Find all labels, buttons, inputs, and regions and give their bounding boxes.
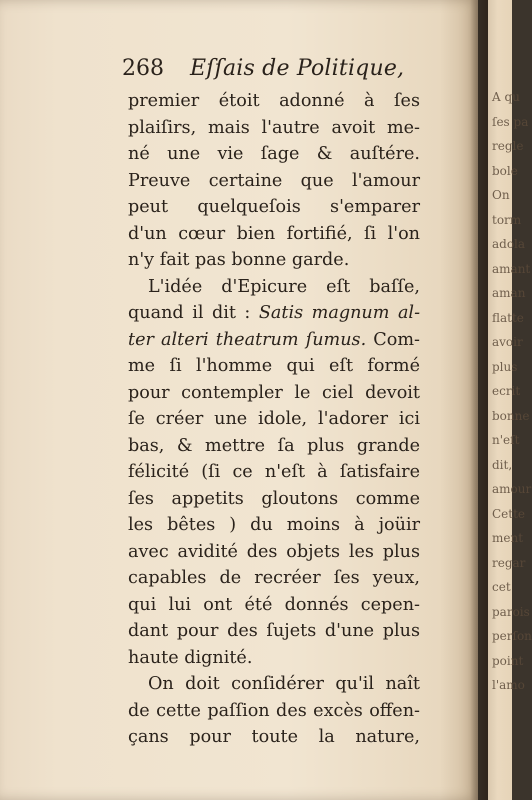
facing-page-fragment: dit, [492, 457, 513, 472]
facing-page-fragment: regar [492, 555, 526, 570]
text-line [128, 724, 420, 751]
text-line [128, 247, 420, 274]
text-run: plaiſirs, mais l'autre avoit me- [128, 117, 420, 138]
text-run: Preuve certaine que l'amour [128, 170, 420, 191]
text-line [128, 115, 420, 142]
text-run: les bêtes ) du moins à joüir [128, 515, 420, 535]
running-title: Eſſais de Politique, [190, 56, 405, 81]
text-run: me ſi l'homme qui eſt formé [128, 356, 420, 376]
facing-page-fragment: amour [492, 482, 532, 496]
text-run: On doit conſidérer qu'il naît [148, 674, 420, 694]
text-line [128, 459, 420, 486]
text-line [128, 618, 420, 645]
body-text [128, 88, 420, 751]
text-run: haute dignité. [128, 647, 253, 668]
text-line [128, 486, 420, 513]
text-run: çans pour toute la nature, [128, 727, 420, 747]
text-run: de cette paſſion des excès offen- [128, 700, 420, 721]
text-run: ſe créer une idole, l'adorer ici [128, 409, 420, 429]
text-run: d'un cœur bien fortifié, ſi l'on [128, 223, 420, 244]
facing-page-fragment: adola [492, 237, 526, 251]
facing-page-fragment: ment [492, 531, 524, 545]
latin-quotation: Satis magnum al- [258, 303, 421, 323]
text-line [128, 406, 420, 433]
facing-page-fragment: l'amo [492, 678, 525, 692]
text-line [128, 698, 420, 725]
text-run: dant pour des ſujets d'une plus [128, 621, 420, 641]
text-line [128, 88, 420, 115]
text-line [128, 141, 420, 168]
text-run: quand il dit : [128, 303, 259, 323]
text-line [128, 194, 420, 221]
text-run: ſes appetits gloutons comme [128, 488, 420, 509]
facing-page-edge [488, 0, 532, 800]
text-line [128, 221, 420, 248]
text-run: pour contempler le ciel devoit [128, 382, 420, 403]
facing-page-fragment: torm [492, 212, 522, 227]
text-line [128, 645, 420, 672]
text-line [128, 274, 420, 301]
text-line [128, 300, 420, 327]
text-line [128, 433, 420, 460]
facing-page-fragment: flatte [492, 310, 524, 325]
facing-page-fragment: amant [492, 261, 531, 276]
text-run: né une vie ſage & auſtére. [128, 144, 420, 164]
page-number: 268 [122, 56, 164, 81]
text-run: qui lui ont été donnés cepen- [128, 594, 420, 615]
text-run: félicité (ſi ce n'eſt à ſatisfaire [128, 462, 420, 482]
facing-page-fragment: ecrit [492, 384, 521, 398]
facing-page-fragment: Cette [492, 506, 526, 521]
text-run: capables de recréer ſes yeux, [128, 568, 420, 588]
facing-page-fragment: parois [492, 604, 530, 619]
latin-quotation: ter alteri theatrum ſumus. [128, 329, 367, 350]
facing-page-fragment: A qu [492, 90, 520, 104]
text-run: avec avidité des objets les plus [128, 541, 420, 562]
facing-page-fragment: cet [492, 580, 511, 594]
facing-page-fragment: n'eſt [492, 433, 520, 447]
facing-page-fragment: point [492, 653, 524, 668]
text-line [128, 565, 420, 592]
gutter-shadow [470, 0, 488, 800]
text-line [128, 353, 420, 380]
text-run: premier étoit adonné à ſes [128, 91, 420, 111]
text-line [128, 671, 420, 698]
facing-page-fragment: On [492, 188, 510, 202]
facing-page-fragment: perſon [492, 629, 532, 643]
text-line [128, 327, 420, 354]
text-run: L'idée d'Epicure eſt baſſe, [148, 276, 420, 297]
text-run: peut quelqueſois s'emparer [128, 197, 420, 217]
text-run: bas, & mettre ſa plus grande [128, 435, 420, 456]
text-line [128, 380, 420, 407]
facing-page-fragment: ſes pa [492, 114, 529, 129]
text-run: n'y fait pas bonne garde. [128, 250, 350, 270]
text-line [128, 168, 420, 195]
facing-page-fragment: aman [492, 286, 526, 300]
facing-page-fragment: avoir [492, 335, 523, 349]
facing-page-fragment: regle [492, 139, 524, 153]
facing-page-fragment: plus [492, 359, 518, 374]
text-line [128, 539, 420, 566]
text-run: Com- [366, 329, 420, 350]
facing-page-fragment: bonne [492, 408, 530, 423]
text-line [128, 592, 420, 619]
text-line [128, 512, 420, 539]
facing-page-fragment: bole [492, 163, 518, 178]
